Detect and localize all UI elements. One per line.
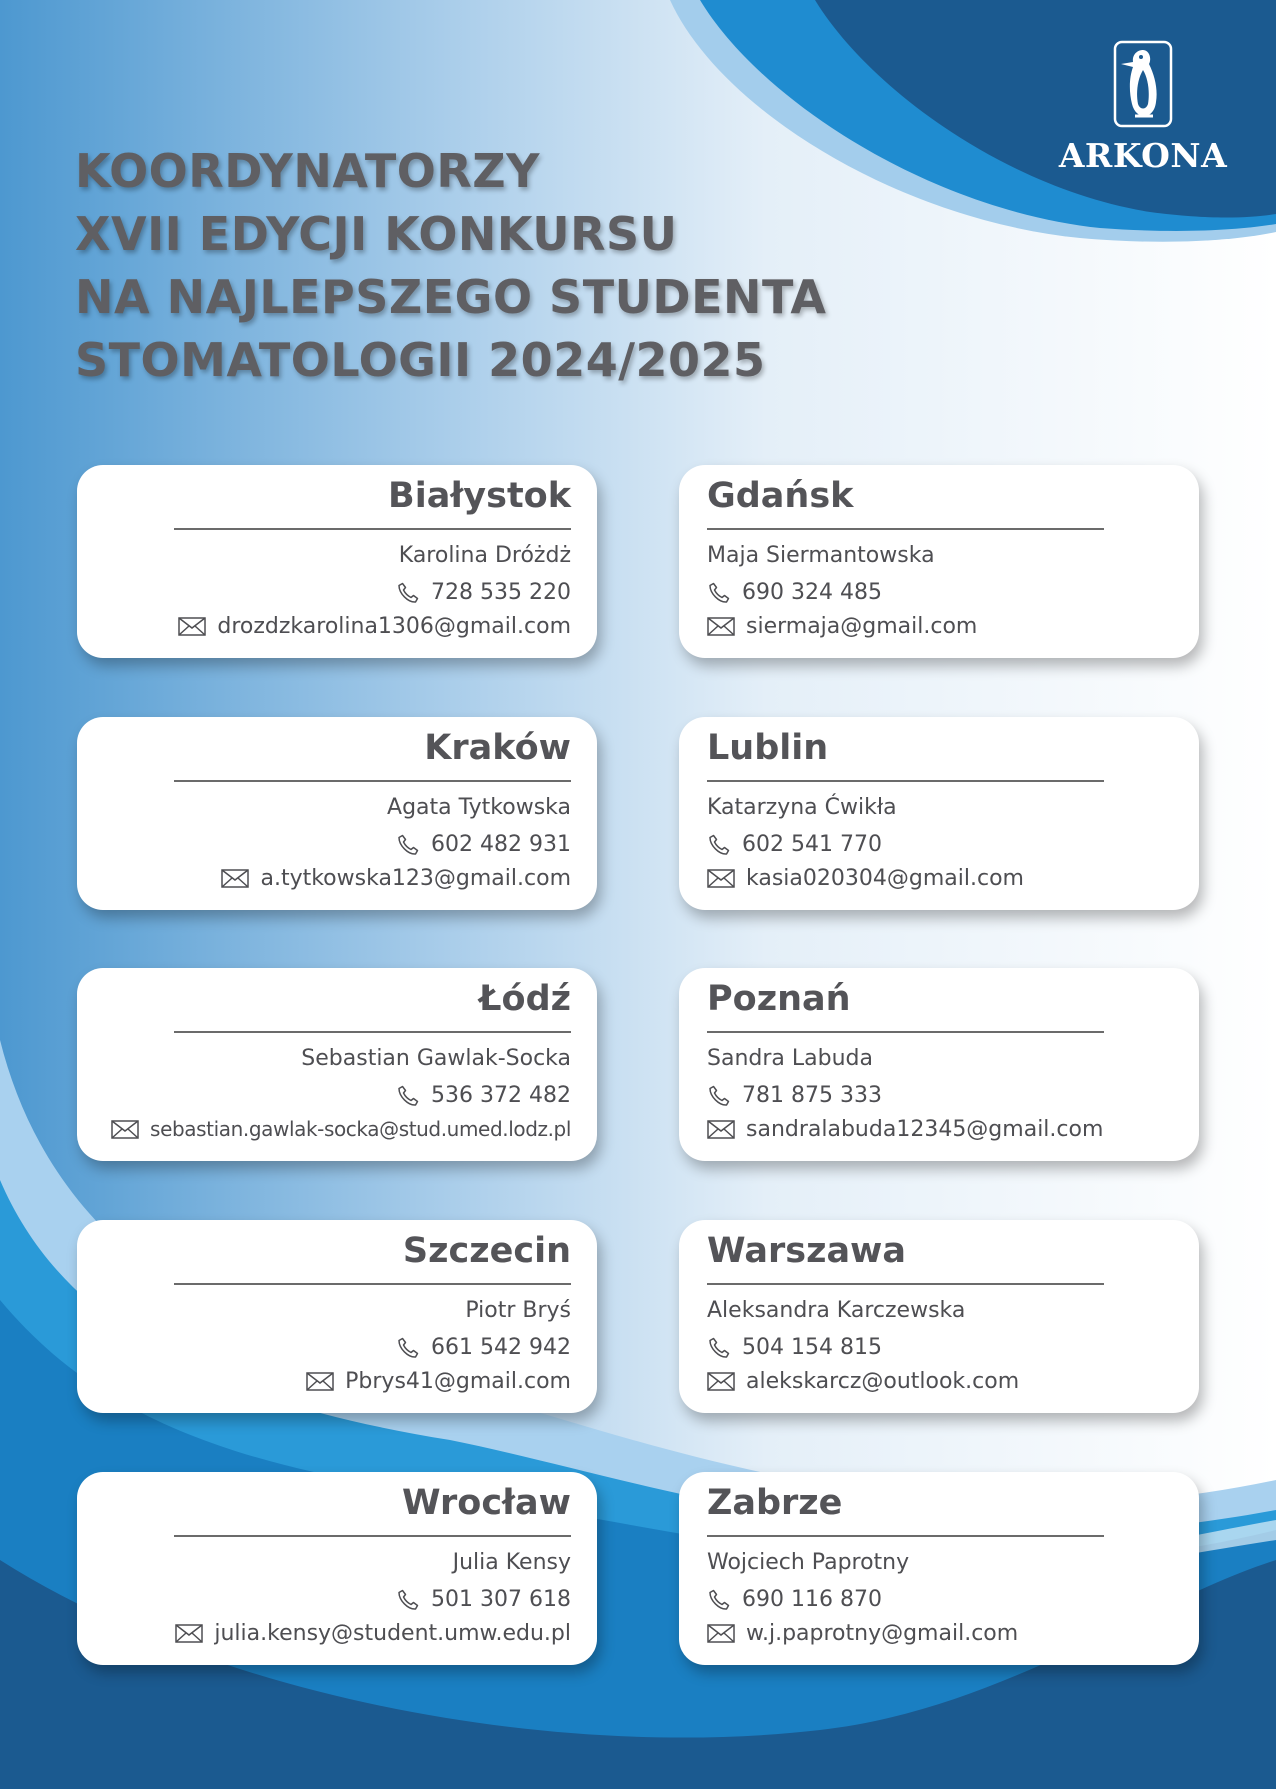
card-person-name: Julia Kensy bbox=[452, 1550, 571, 1575]
coordinator-card-gdansk bbox=[679, 465, 1199, 658]
card-divider bbox=[707, 528, 1104, 530]
envelope-icon bbox=[221, 869, 249, 888]
phone-number: 504 154 815 bbox=[742, 1335, 882, 1360]
card-email[interactable] bbox=[707, 1117, 1103, 1142]
envelope-icon bbox=[175, 1624, 203, 1643]
card-phone[interactable] bbox=[707, 832, 882, 857]
title-line: NA NAJLEPSZEGO STUDENTA bbox=[75, 270, 827, 324]
coordinator-card-lodz bbox=[77, 968, 597, 1161]
envelope-icon bbox=[707, 869, 735, 888]
phone-number: 690 116 870 bbox=[742, 1587, 882, 1612]
phone-icon bbox=[707, 581, 731, 605]
envelope-icon bbox=[707, 617, 735, 636]
coordinator-card-warszawa bbox=[679, 1220, 1199, 1413]
card-divider bbox=[174, 1031, 571, 1033]
card-person-name: Sebastian Gawlak-Socka bbox=[301, 1046, 571, 1071]
card-city: Poznań bbox=[707, 979, 851, 1019]
phone-icon bbox=[396, 833, 420, 857]
phone-number: 690 324 485 bbox=[742, 580, 882, 605]
card-city: Zabrze bbox=[707, 1483, 843, 1523]
card-email[interactable] bbox=[111, 1117, 571, 1141]
card-divider bbox=[707, 1283, 1104, 1285]
card-email[interactable] bbox=[306, 1369, 571, 1394]
phone-number: 602 482 931 bbox=[431, 832, 571, 857]
envelope-icon bbox=[111, 1120, 139, 1139]
card-city: Gdańsk bbox=[707, 476, 854, 516]
coordinator-card-szczecin bbox=[77, 1220, 597, 1413]
phone-number: 602 541 770 bbox=[742, 832, 882, 857]
email-address: julia.kensy@student.umw.edu.pl bbox=[214, 1621, 571, 1646]
card-person-name: Maja Siermantowska bbox=[707, 543, 935, 568]
phone-icon bbox=[707, 1588, 731, 1612]
card-city: Łódź bbox=[479, 979, 571, 1019]
card-city: Białystok bbox=[388, 476, 571, 516]
card-divider bbox=[174, 1283, 571, 1285]
card-person-name: Wojciech Paprotny bbox=[707, 1550, 910, 1575]
phone-number: 501 307 618 bbox=[431, 1587, 571, 1612]
envelope-icon bbox=[707, 1624, 735, 1643]
card-phone[interactable] bbox=[707, 580, 882, 605]
card-person-name: Karolina Dróżdż bbox=[398, 543, 571, 568]
card-email[interactable] bbox=[178, 614, 571, 639]
card-city: Lublin bbox=[707, 728, 829, 768]
card-person-name: Piotr Bryś bbox=[465, 1298, 571, 1323]
card-phone[interactable] bbox=[707, 1335, 882, 1360]
phone-icon bbox=[707, 1084, 731, 1108]
envelope-icon bbox=[707, 1120, 735, 1139]
email-address: kasia020304@gmail.com bbox=[746, 866, 1024, 891]
phone-icon bbox=[396, 581, 420, 605]
card-person-name: Agata Tytkowska bbox=[387, 795, 571, 820]
card-phone[interactable] bbox=[396, 1083, 571, 1108]
card-email[interactable] bbox=[707, 614, 977, 639]
arkona-logo bbox=[1058, 40, 1228, 175]
email-address: w.j.paprotny@gmail.com bbox=[746, 1621, 1019, 1646]
card-city: Warszawa bbox=[707, 1231, 907, 1271]
card-city: Wrocław bbox=[402, 1483, 571, 1523]
card-city: Szczecin bbox=[402, 1231, 571, 1271]
coordinator-card-bialystok bbox=[77, 465, 597, 658]
email-address: sandralabuda12345@gmail.com bbox=[746, 1117, 1104, 1142]
card-email[interactable] bbox=[707, 1369, 1019, 1394]
coordinator-card-lublin bbox=[679, 717, 1199, 910]
title-line: KOORDYNATORZY bbox=[75, 144, 540, 198]
card-divider bbox=[707, 1535, 1104, 1537]
card-email[interactable] bbox=[221, 866, 571, 891]
brand-name: ARKONA bbox=[1058, 136, 1228, 175]
phone-number: 536 372 482 bbox=[431, 1083, 571, 1108]
phone-number: 728 535 220 bbox=[431, 580, 571, 605]
phone-icon bbox=[396, 1588, 420, 1612]
card-phone[interactable] bbox=[396, 1587, 571, 1612]
phone-icon bbox=[396, 1084, 420, 1108]
card-person-name: Sandra Labuda bbox=[707, 1046, 873, 1071]
envelope-icon bbox=[707, 1372, 735, 1391]
email-address: alekskarcz@outlook.com bbox=[746, 1369, 1020, 1394]
page-title bbox=[75, 140, 826, 392]
card-email[interactable] bbox=[175, 1621, 571, 1646]
phone-number: 781 875 333 bbox=[742, 1083, 882, 1108]
card-email[interactable] bbox=[707, 1621, 1018, 1646]
card-phone[interactable] bbox=[707, 1083, 882, 1108]
card-phone[interactable] bbox=[396, 832, 571, 857]
card-phone[interactable] bbox=[396, 580, 571, 605]
phone-number: 661 542 942 bbox=[431, 1335, 571, 1360]
envelope-icon bbox=[306, 1372, 334, 1391]
envelope-icon bbox=[178, 617, 206, 636]
card-divider bbox=[174, 1535, 571, 1537]
email-address: sebastian.gawlak-socka@stud.umed.lodz.pl bbox=[150, 1117, 571, 1141]
card-person-name: Aleksandra Karczewska bbox=[707, 1298, 966, 1323]
card-phone[interactable] bbox=[707, 1587, 882, 1612]
card-divider bbox=[174, 780, 571, 782]
title-line: STOMATOLOGII 2024/2025 bbox=[75, 333, 766, 387]
phone-icon bbox=[707, 1336, 731, 1360]
coordinator-card-zabrze bbox=[679, 1472, 1199, 1665]
card-city: Kraków bbox=[424, 728, 571, 768]
coordinator-card-poznan bbox=[679, 968, 1199, 1161]
card-divider bbox=[174, 528, 571, 530]
email-address: Pbrys41@gmail.com bbox=[345, 1369, 571, 1394]
card-divider bbox=[707, 780, 1104, 782]
coordinator-card-wroclaw bbox=[77, 1472, 597, 1665]
email-address: drozdzkarolina1306@gmail.com bbox=[217, 614, 571, 639]
card-email[interactable] bbox=[707, 866, 1024, 891]
card-divider bbox=[707, 1031, 1104, 1033]
phone-icon bbox=[396, 1336, 420, 1360]
email-address: a.tytkowska123@gmail.com bbox=[260, 866, 571, 891]
card-person-name: Katarzyna Ćwikła bbox=[707, 795, 897, 820]
coordinator-card-krakow bbox=[77, 717, 597, 910]
title-line: XVII EDYCJI KONKURSU bbox=[75, 207, 678, 261]
penguin-logo-icon bbox=[1113, 40, 1173, 128]
card-phone[interactable] bbox=[396, 1335, 571, 1360]
phone-icon bbox=[707, 833, 731, 857]
email-address: siermaja@gmail.com bbox=[746, 614, 978, 639]
